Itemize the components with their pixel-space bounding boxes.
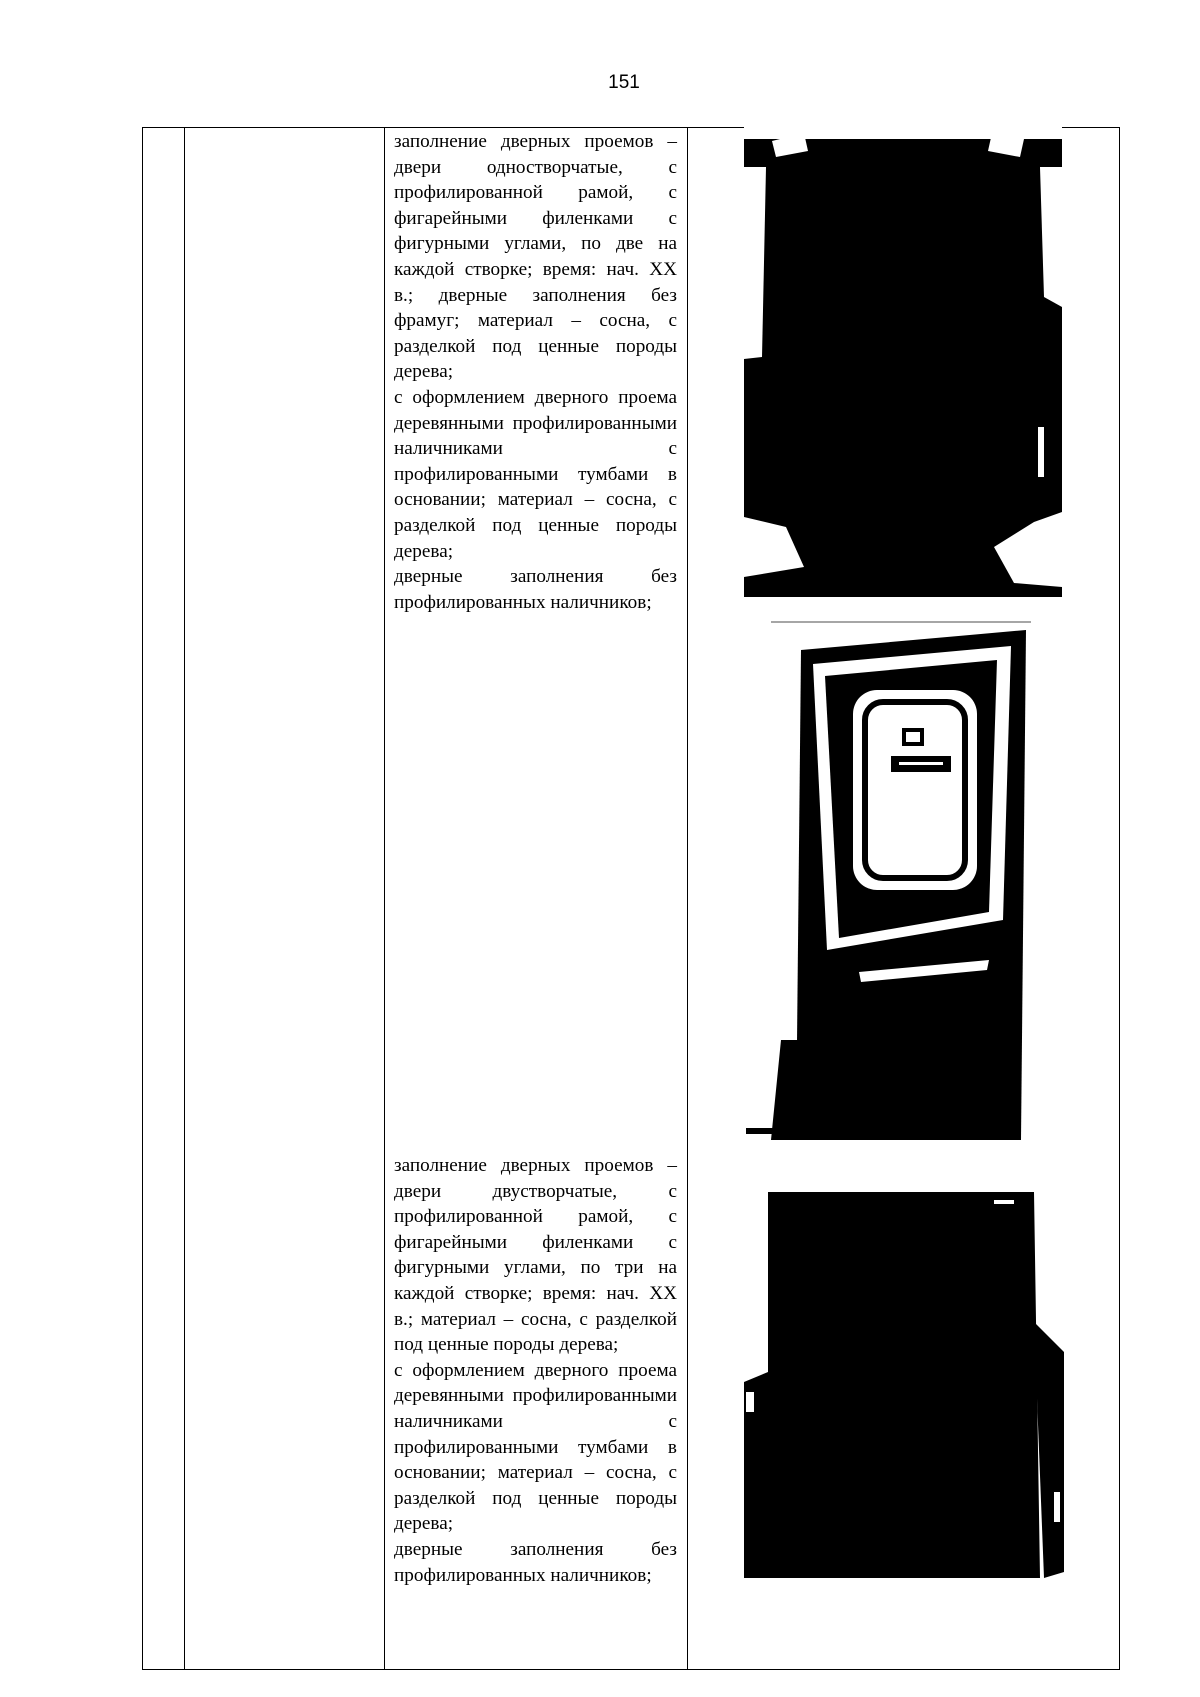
door-photo-2 <box>741 620 1041 1140</box>
door-photo-1 <box>744 127 1062 597</box>
paragraph: с оформлением дверного проема деревянными профилированными наличниками с профилированными тумбами в основании; материал – сосна, с разделкой под ценные породы дерева; <box>394 386 677 562</box>
column-divider-3 <box>687 127 688 1670</box>
column-divider-1 <box>184 127 185 1670</box>
column-divider-2 <box>384 127 385 1670</box>
paragraph: заполнение дверных проемов – двери двустворчатые, с профилированной рамой, с фигарейными филенками с фигурными углами, по три на каждой створке; время: нач. XX в.; материал – сосна, с разделкой под ценные породы дерева; <box>394 1155 677 1356</box>
door-photo-3 <box>744 1192 1064 1578</box>
paragraph: дверные заполнения без профилированных наличников; <box>394 566 677 613</box>
paragraph: с оформлением дверного проема деревянными профилированными наличниками с профилированными тумбами в основании; материал – сосна, с разделкой под ценные породы дерева; <box>394 1359 677 1535</box>
page-number: 151 <box>608 72 640 93</box>
paragraph: дверные заполнения без профилированных наличников; <box>394 1538 677 1586</box>
description-block-2 <box>394 1153 677 1588</box>
description-block-1 <box>394 129 677 615</box>
paragraph: заполнение дверных проемов – двери одностворчатые, с профилированной рамой, с фигарейными филенками с фигурными углами, по две на каждой створке; время: нач. XX в.; дверные заполнения без фрамуг; материал – сосна, с разделкой под ценные породы дерева; <box>394 131 677 383</box>
